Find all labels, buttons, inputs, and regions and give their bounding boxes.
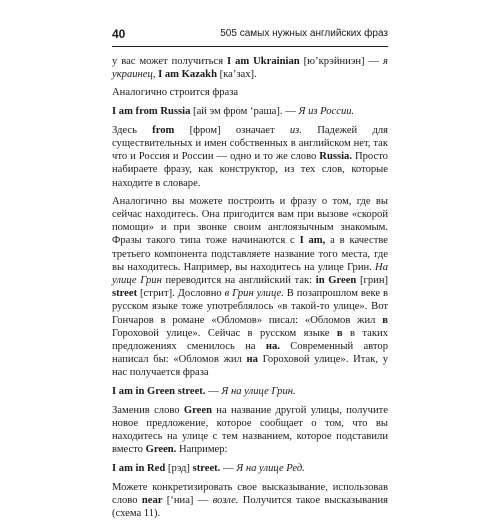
text-segment: в таких предложениях сменилось на — [112, 327, 388, 353]
text-segment: street — [112, 288, 138, 300]
text-segment: [‘ниа] — — [162, 495, 213, 507]
text-segment: Я на улице Ред. — [236, 462, 305, 474]
text-segment: — — [220, 462, 237, 474]
text-segment: I am from Russia — [112, 105, 191, 117]
text-segment: в — [382, 314, 388, 326]
text-segment: I am Kazakh — [158, 69, 217, 81]
text-segment: возле. — [212, 495, 239, 507]
text-segment: Получится такое высказывания (схема 11). — [112, 495, 388, 520]
text-segment: [ка’зах]. — [216, 69, 257, 81]
text-segment: Здесь — [112, 124, 153, 136]
text-segment: street. — [192, 462, 221, 474]
page-header — [112, 24, 388, 47]
text-segment: , — [152, 69, 159, 81]
text-segment: в — [336, 327, 343, 339]
text-segment: Green — [183, 404, 212, 416]
paragraph-p3 — [112, 105, 388, 118]
text-segment: я украинец — [112, 56, 388, 81]
text-segment: [рэд] — [165, 462, 193, 474]
text-segment: на. — [265, 341, 280, 353]
text-segment: Заменив слово — [112, 404, 184, 416]
text-segment: [ай эм фром ‘раша]. — — [190, 105, 299, 117]
text-segment: near — [141, 495, 163, 507]
text-segment: Просто набираете фразу, как конструктор, из тех слов, которые находите в словаре. — [112, 151, 388, 189]
text-segment: На улице Грин — [112, 261, 388, 287]
text-segment: В позапрошлом веке в русском языке тоже употреблялось «в такой-то улице». Вот Гончаров в романе «Обломов» писал: «Обломов жил — [112, 288, 389, 326]
text-segment: из. — [289, 124, 302, 136]
text-segment: in Green — [315, 275, 357, 287]
text-segment: а в качестве третьего компонента подставляете название того места, где вы находитесь. Например, вы находитесь на улице Грин. — [112, 235, 388, 273]
paragraph-p8 — [112, 462, 388, 475]
text-segment: [ю’крэйниэн] — — [299, 56, 384, 67]
paragraph-p4 — [112, 124, 388, 190]
paragraph-p1 — [112, 55, 388, 81]
text-segment: Я из России. — [298, 105, 355, 117]
text-segment: I am in Red — [112, 462, 166, 474]
text-segment: [стрит]. Дословно — [137, 288, 225, 300]
text-segment: на название другой улицы, получите новое предложение, которое сообщает о том, что вы находитесь на улице с тем названием, которое подставили вместо — [112, 404, 388, 456]
text-segment: Современный автор написал бы: «Обломов жил — [112, 341, 388, 366]
paragraph-p6 — [112, 385, 388, 398]
text-segment: Гороховой улице». Сейчас в русском языке — [112, 327, 337, 339]
page-number: 40 — [112, 27, 126, 41]
text-segment: на — [246, 354, 258, 366]
text-segment: Например: — [176, 444, 228, 456]
text-segment: у вас может получиться — [112, 56, 228, 67]
text-segment: I am in Green street. — [112, 385, 206, 397]
paragraph-p7 — [112, 404, 388, 457]
text-segment: [фром] означает — [174, 124, 290, 136]
text-segment: Можете конкретизировать свое высказывание, использовав слово — [112, 481, 388, 507]
text-segment: — — [205, 385, 222, 397]
paragraph-p2 — [112, 86, 388, 99]
text-segment: переводится на английский так: — [161, 275, 316, 287]
text-segment: Я на улице Грин. — [221, 385, 296, 397]
text-segment: I am, — [299, 235, 326, 247]
text-segment: Аналогично вы можете построить и фразу о том, где вы сейчас находитесь. Она пригодится вам при вызове «скорой помощи» и при звонке своим англоязычным знакомым. Фразы такого типа тоже начинаются с — [112, 195, 388, 247]
text-segment: from — [152, 124, 175, 136]
text-segment: в Грин улице. — [224, 288, 284, 300]
paragraph-p5 — [112, 195, 388, 380]
text-segment: I am Ukrainian — [227, 56, 300, 67]
paragraph-p9 — [112, 481, 388, 521]
text-segment: Russia. — [319, 151, 352, 163]
text-segment: Аналогично строится фраза — [112, 87, 239, 99]
text-segment: Падежей для существительных и имен собственных в английском нет, так что и Россия и России — одно и то же слово — [112, 124, 388, 163]
text-segment: [грин] — [356, 275, 389, 287]
text-segment: Гороховой улице». Итак, у нас получается фраза — [112, 354, 389, 379]
running-title: 505 самых нужных английских фраз — [220, 28, 388, 39]
text-segment: Green. — [145, 444, 177, 456]
body-text — [112, 55, 388, 526]
